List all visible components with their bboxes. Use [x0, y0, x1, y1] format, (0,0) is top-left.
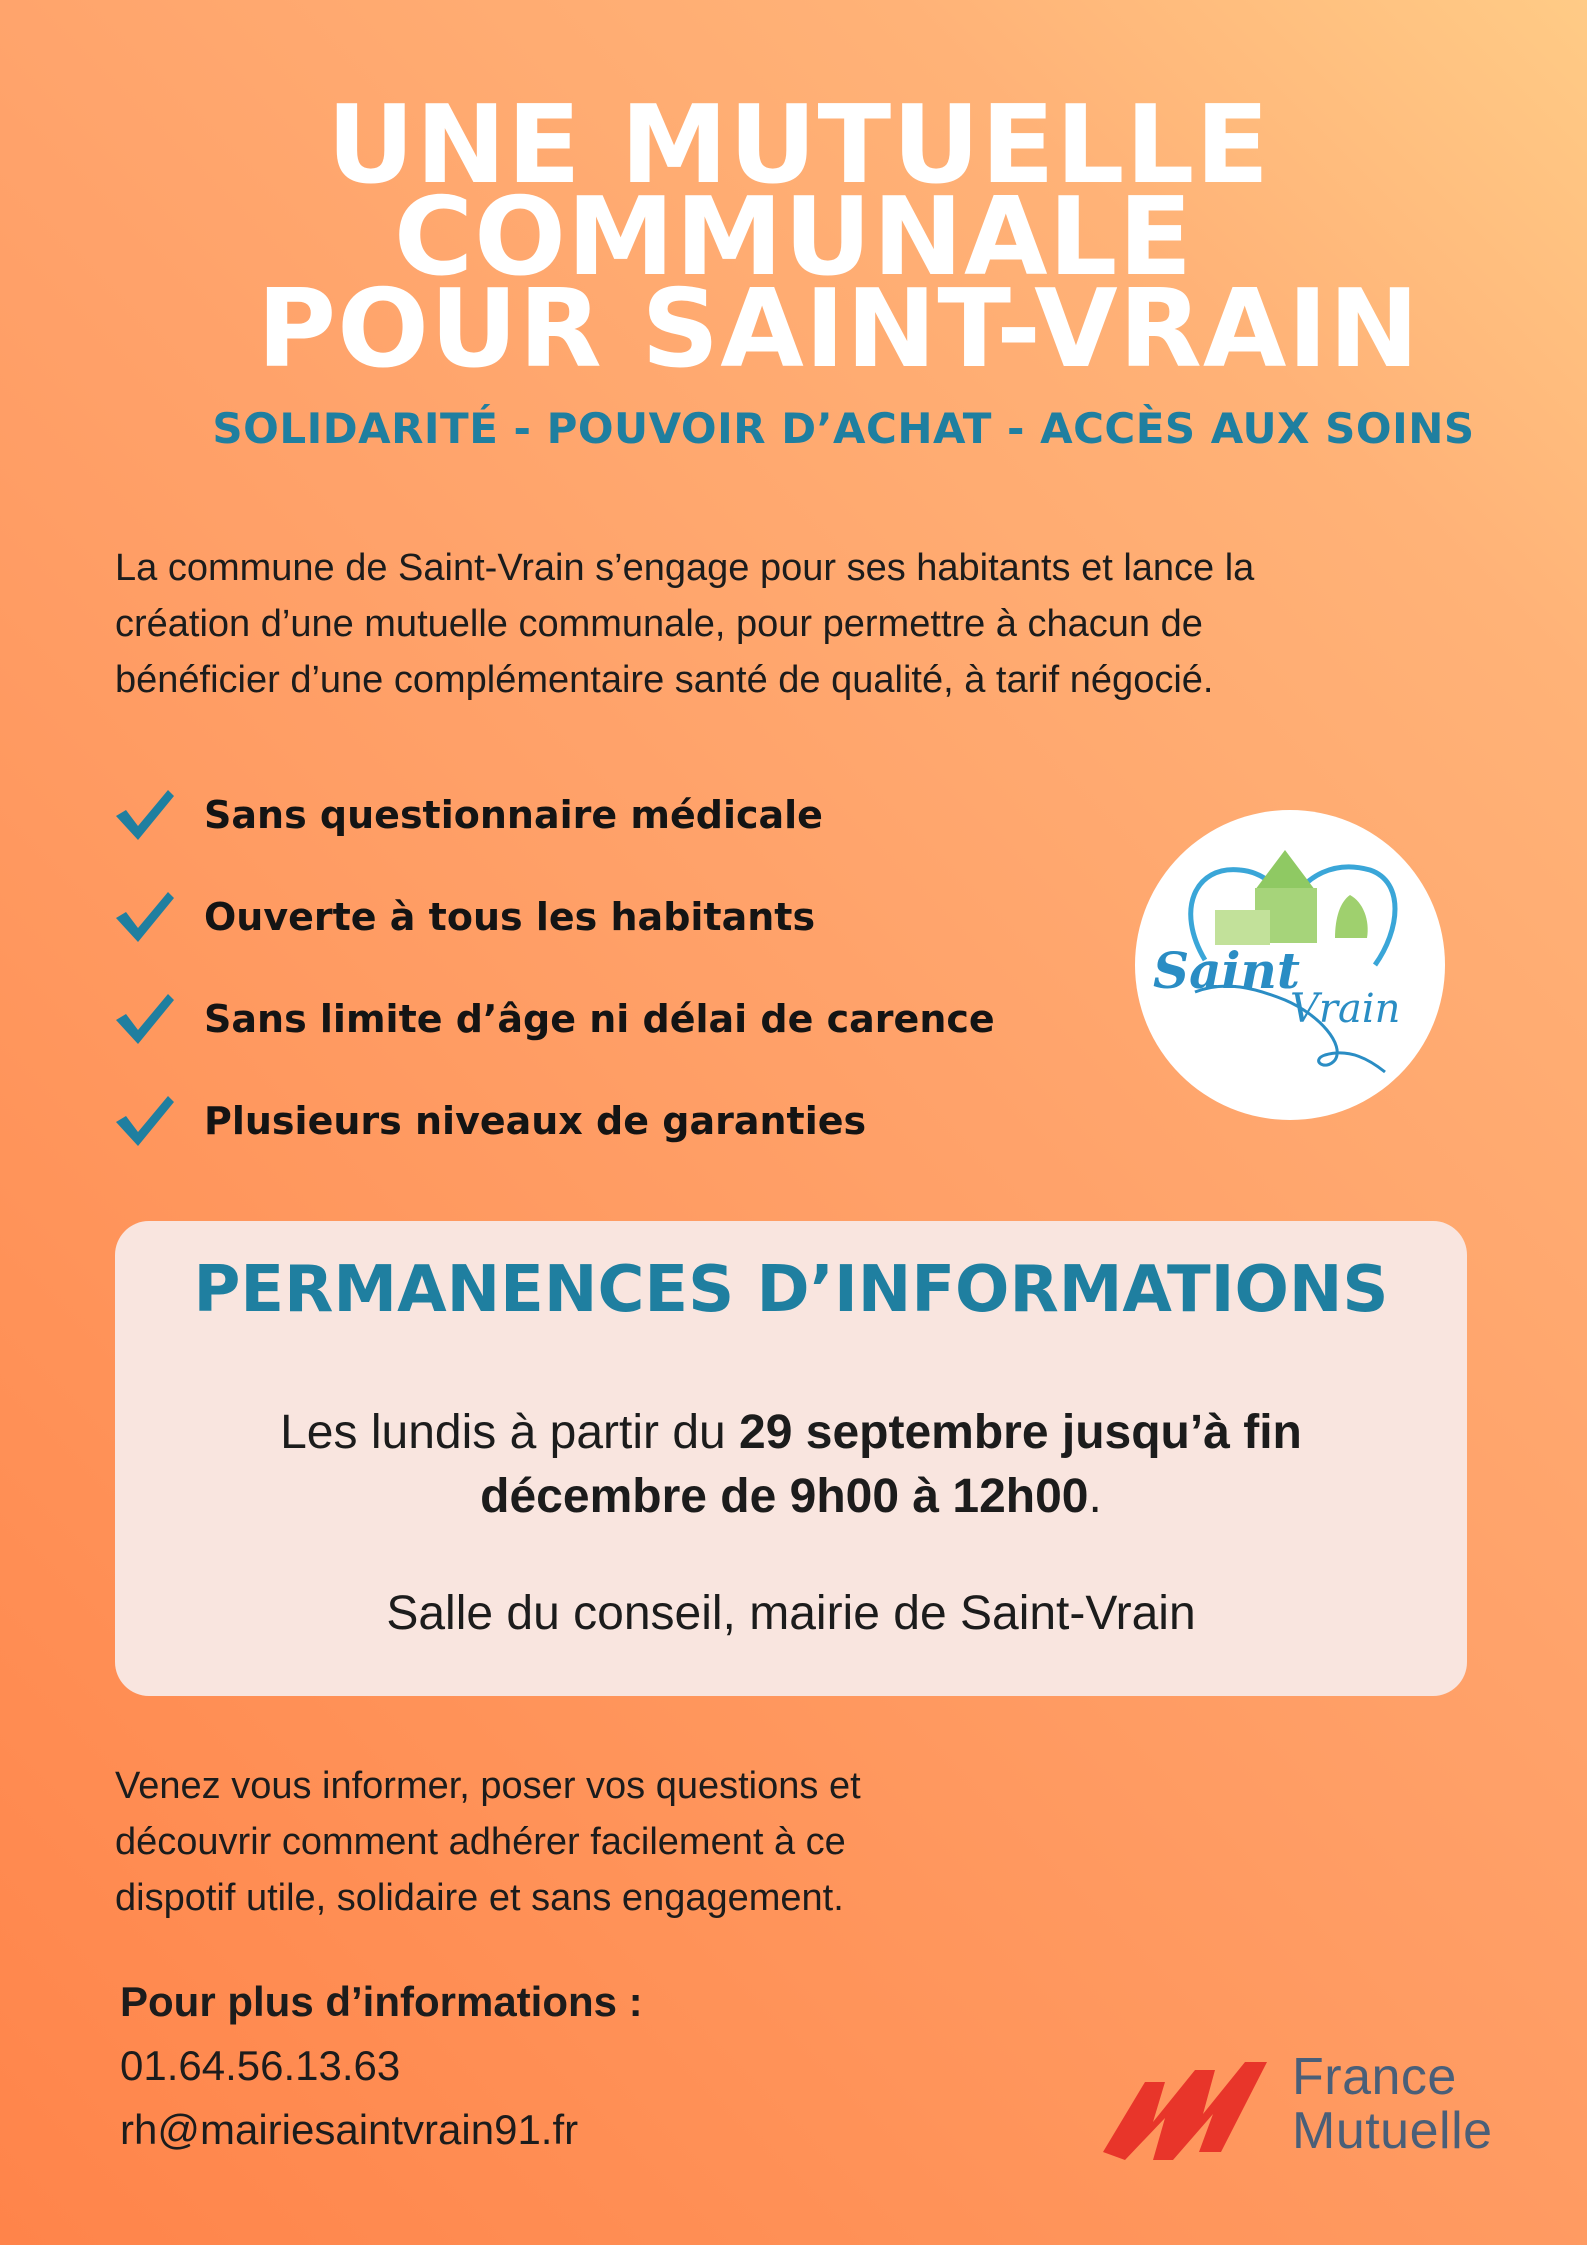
intro-line: bénéficier d’une complémentaire santé de qualité, à tarif négocié. [115, 659, 1214, 701]
france-mutuelle-line-2: Mutuelle [1292, 2102, 1493, 2160]
title-line-2: COMMUNALE [393, 175, 1194, 300]
svg-text:Saint: Saint [1153, 941, 1300, 1000]
contact-phone: 01.64.56.13.63 [120, 2042, 401, 2089]
title-line-1: UNE MUTUELLE [326, 83, 1271, 208]
schedule-line-1 [115, 1401, 1467, 1465]
saint-vrain-logo [1135, 810, 1445, 1120]
benefit-item [112, 882, 815, 952]
benefit-label: Plusieurs niveaux de garanties [204, 1099, 867, 1143]
info-title: PERMANENCES D’INFORMATIONS [193, 1253, 1389, 1327]
france-mutuelle-mark-icon [1095, 2052, 1275, 2162]
contact-heading: Pour plus d’informations : [120, 1978, 643, 2025]
benefit-label: Ouverte à tous les habitants [204, 895, 816, 939]
subtitle: SOLIDARITÉ - POUVOIR D’ACHAT - ACCÈS AUX SOINS [212, 404, 1475, 453]
schedule-line-2 [115, 1465, 1467, 1529]
intro-line: La commune de Saint-Vrain s’engage pour ses habitants et lance la [115, 547, 1255, 589]
schedule-bold: 29 septembre jusqu’à fin [739, 1406, 1302, 1459]
checkmark-icon [112, 786, 176, 844]
benefit-label: Sans questionnaire médicale [204, 793, 823, 837]
closing-paragraph [115, 1758, 1015, 1926]
benefit-item [112, 984, 995, 1054]
checkmark-icon [112, 990, 176, 1048]
benefit-item [112, 1086, 866, 1156]
info-location: Salle du conseil, mairie de Saint-Vrain [386, 1587, 1196, 1640]
info-box [115, 1221, 1467, 1696]
svg-text:Vrain: Vrain [1290, 986, 1401, 1032]
france-mutuelle-logo [1095, 2048, 1535, 2168]
closing-line: dispotif utile, solidaire et sans engagement. [115, 1877, 844, 1919]
france-mutuelle-name [1292, 2050, 1493, 2158]
checkmark-icon [112, 1092, 176, 1150]
closing-line: Venez vous informer, poser vos questions et [115, 1765, 861, 1807]
closing-line: découvrir comment adhérer facilement à ce [115, 1821, 846, 1863]
benefit-label: Sans limite d’âge ni délai de carence [204, 997, 995, 1041]
main-title [0, 83, 1587, 392]
info-schedule [115, 1401, 1467, 1529]
contact-email: rh@mairiesaintvrain91.fr [120, 2106, 579, 2153]
intro-line: création d’une mutuelle communale, pour permettre à chacun de [115, 603, 1203, 645]
intro-paragraph [115, 540, 1495, 708]
schedule-bold: décembre de 9h00 à 12h00 [480, 1470, 1089, 1523]
title-line-3: POUR SAINT-VRAIN [256, 267, 1421, 392]
schedule-normal: Les lundis à partir du [280, 1406, 740, 1459]
checkmark-icon [112, 888, 176, 946]
heart-village-icon [1135, 810, 1445, 1120]
benefit-item [112, 780, 823, 850]
france-mutuelle-line-1: France [1292, 2048, 1457, 2106]
schedule-end: . [1088, 1470, 1102, 1523]
contact-block [120, 1970, 643, 2162]
